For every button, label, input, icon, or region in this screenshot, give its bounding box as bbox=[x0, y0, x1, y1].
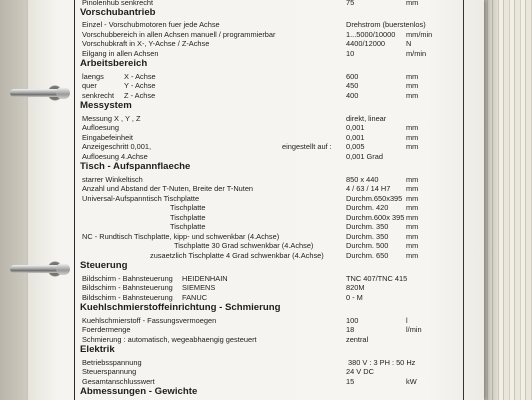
section-heading: Elektrik bbox=[80, 344, 115, 355]
row-unit: mm/min bbox=[406, 29, 433, 39]
section-heading: Abmessungen - Gewichte bbox=[80, 386, 198, 397]
row-unit: m/min bbox=[406, 48, 427, 58]
row-label: Vorschubbereich in allen Achsen manuell / programmierbar bbox=[82, 29, 276, 39]
row-value: Durchm. 350 bbox=[346, 231, 389, 241]
row-value: 400 bbox=[346, 90, 359, 100]
row-value: 100 bbox=[346, 315, 359, 325]
section-heading: Vorschubantrieb bbox=[80, 6, 156, 18]
row-label: Bildschirm - Bahnsteuerung bbox=[82, 283, 173, 292]
row-mid: Z - Achse bbox=[124, 90, 156, 100]
row-value: 0,001 bbox=[346, 123, 365, 132]
row-value: Durchm.600x 395 bbox=[346, 212, 405, 222]
row-unit: mm bbox=[406, 203, 419, 212]
row-label: NC - Rundtisch Tischplatte, kipp- und schwenkbar (4.Achse) bbox=[82, 231, 280, 241]
row-value: TNC 407/TNC 415 bbox=[346, 273, 408, 283]
row-label: Tischplatte bbox=[170, 222, 206, 231]
row-unit: mm bbox=[406, 241, 419, 250]
row-unit: N bbox=[406, 39, 412, 48]
row-value: zentral bbox=[346, 334, 369, 344]
row-label: Kuehlschmierstoff - Fassungsvermoegen bbox=[82, 315, 217, 325]
row-mid: HEIDENHAIN bbox=[182, 273, 228, 283]
row-mid: X - Achse bbox=[124, 71, 156, 81]
row-value: 850 x 440 bbox=[346, 174, 379, 184]
row-label: Anzahl und Abstand der T-Nuten, Breite der T-Nuten bbox=[82, 184, 254, 193]
section-heading: Messystem bbox=[80, 100, 132, 111]
row-label: quer bbox=[82, 81, 97, 90]
row-label: Bildschirm - Bahnsteuerung bbox=[82, 292, 173, 302]
row-label: Aufloesung bbox=[82, 123, 119, 132]
row-mid: SIEMENS bbox=[182, 283, 216, 292]
section-heading: Tisch - Aufspannflaeche bbox=[80, 161, 191, 172]
row-label: Messung X , Y , Z bbox=[82, 113, 141, 123]
row-unit: mm bbox=[406, 174, 419, 184]
row-unit: mm bbox=[406, 222, 419, 231]
row-label: senkrecht bbox=[82, 90, 115, 100]
row-unit: mm bbox=[406, 231, 419, 241]
row-value: Durchm. 650 bbox=[346, 250, 389, 260]
row-value: 0 - M bbox=[346, 292, 363, 302]
row-value: Durchm. 500 bbox=[346, 241, 389, 250]
section-heading: Arbeitsbereich bbox=[80, 58, 148, 69]
row-value: 0,001 Grad bbox=[346, 151, 383, 161]
row-unit: mm bbox=[406, 132, 419, 142]
row-unit: mm bbox=[406, 123, 419, 132]
row-value: 0,005 bbox=[346, 142, 365, 151]
section-heading: Steuerung bbox=[80, 260, 128, 271]
row-label: Tischplatte bbox=[170, 212, 206, 222]
row-value: 18 bbox=[346, 325, 355, 334]
row-label: Eilgang in allen Achsen bbox=[82, 48, 159, 58]
row-value: Durchm. 420 bbox=[346, 203, 389, 212]
row-unit: mm bbox=[406, 0, 419, 7]
row-unit: mm bbox=[406, 184, 419, 193]
row-label: Gesamtanschlusswert bbox=[82, 376, 155, 386]
row-value: Drehstrom (buerstenlos) bbox=[346, 20, 426, 29]
row-value: 0,001 bbox=[346, 132, 365, 142]
row-value: 24 V DC bbox=[346, 367, 374, 376]
row-unit: l/min bbox=[406, 325, 422, 334]
row-mid: Y - Achse bbox=[124, 81, 156, 90]
row-value: direkt, linear bbox=[346, 113, 387, 123]
row-unit: mm bbox=[406, 142, 419, 151]
row-unit: mm bbox=[406, 90, 419, 100]
row-value: 4400/12000 bbox=[346, 39, 386, 48]
row-label: Aufloesung 4.Achse bbox=[82, 151, 148, 161]
row-label: zusaetzlich Tischplatte 4 Grad schwenkbar (4.Achse) bbox=[150, 250, 324, 260]
row-mid: eingestellt auf : bbox=[282, 142, 332, 151]
row-label: Betriebsspannung bbox=[82, 357, 142, 367]
row-unit: mm bbox=[406, 212, 419, 222]
row-value: 600 bbox=[346, 71, 359, 81]
row-value: 450 bbox=[346, 81, 359, 90]
row-label: starrer Winkeltisch bbox=[82, 174, 143, 184]
row-label: Universal-Aufspanntisch Tischplatte bbox=[82, 193, 200, 203]
row-label: Pinolenhub senkrecht bbox=[82, 0, 154, 7]
row-label: Steuerspannung bbox=[82, 367, 137, 376]
row-mid: FANUC bbox=[182, 292, 208, 302]
row-value: 820M bbox=[346, 283, 365, 292]
row-label: Tischplatte 30 Grad schwenkbar (4.Achse) bbox=[174, 241, 314, 250]
row-label: Vorschubkraft in X-, Y-Achse / Z-Achse bbox=[82, 39, 210, 48]
row-label: Foerdermenge bbox=[82, 325, 131, 334]
row-unit: mm bbox=[406, 81, 419, 90]
row-label: Tischplatte bbox=[170, 203, 206, 212]
row-label: Schmierung : automatisch, wegeabhaengig gesteuert bbox=[82, 334, 257, 344]
row-value: 15 bbox=[346, 376, 355, 386]
row-value: 10 bbox=[346, 48, 355, 58]
row-value: Durchm. 350 bbox=[346, 222, 389, 231]
row-value: 1...5000/10000 bbox=[346, 29, 396, 39]
row-unit: mm bbox=[406, 71, 419, 81]
row-unit: mm bbox=[406, 250, 419, 260]
row-value: 4 / 63 / 14 H7 bbox=[346, 184, 391, 193]
row-label: laengs bbox=[82, 71, 104, 81]
row-label: Eingabefeinheit bbox=[82, 132, 133, 142]
row-value: 75 bbox=[346, 0, 355, 7]
row-value: 380 V : 3 PH : 50 Hz bbox=[348, 357, 416, 367]
row-label: Einzel - Vorschubmotoren fuer jede Achse bbox=[82, 20, 220, 29]
section-heading: Kuehlschmierstoffeinrichtung - Schmierung bbox=[80, 302, 281, 313]
row-value: Durchm.650x395 bbox=[346, 193, 403, 203]
row-unit: l bbox=[406, 315, 408, 325]
row-unit: mm bbox=[406, 193, 419, 203]
row-label: Anzeigeschritt 0,001, bbox=[82, 142, 152, 151]
row-unit: kW bbox=[406, 376, 417, 386]
row-label: Bildschirm - Bahnsteuerung bbox=[82, 273, 173, 283]
